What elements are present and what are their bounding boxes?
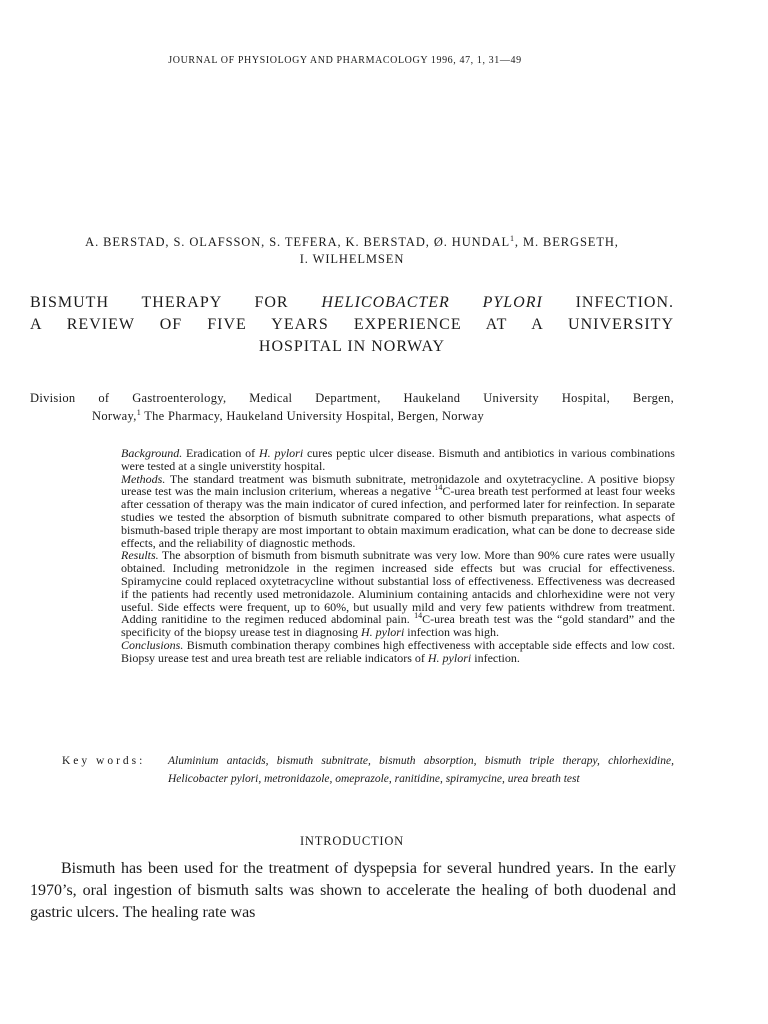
keywords [62, 753, 674, 788]
title-line-2: A REVIEW OF FIVE YEARS EXPERIENCE AT A UNIVERSITY [30, 316, 674, 333]
title-line-3: HOSPITAL IN NORWAY [258, 338, 446, 355]
affiliation-line-2: Norway,$^1$ The Pharmacy, Haukeland University Hospital, Bergen, Norway [92, 407, 485, 423]
abstract-conclusions: Conclusions. Bismuth combination therapy combines high effectiveness with acceptable side effects and low cost. Biopsy urease test and urea breath test are reliable indicators of H. pylori infection. [121, 637, 675, 665]
author-line-1: A. BERSTAD, S. OLAFSSON, S. TEFERA, K. BERSTAD, Ø. HUNDAL$^1$, M. BERGSETH, [85, 233, 619, 249]
journal-header: JOURNAL OF PHYSIOLOGY AND PHARMACOLOGY 1996, 47, 1, 31—49 [168, 55, 522, 66]
author-line-2: I. WILHELMSEN [299, 252, 405, 266]
keywords-text: Aluminium antacids, bismuth subnitrate, bismuth absorption, bismuth triple therapy, chlorhexidine, Helicobacter pylori, metronidazole, omeprazole, ranitidine, spiramycine, urea breath test [168, 755, 674, 785]
article-title [30, 292, 674, 358]
introduction-paragraph: Bismuth has been used for the treatment of dyspepsia for several hundred years. In the early 1970’s, oral ingestion of bismuth salts was shown to accelerate the healing of both duodenal and gastric ulcers. The healing rate was [30, 860, 676, 921]
affiliation-marker: 1 [509, 233, 515, 243]
author-list [30, 234, 674, 268]
section-heading-introduction: INTRODUCTION [299, 834, 405, 848]
affiliation-line-1: Division of Gastroenterology, Medical Department, Haukeland University Hospital, Bergen, [30, 391, 674, 405]
title-line-1: BISMUTH THERAPY FOR HELICOBACTER PYLORI INFECTION. [30, 294, 675, 311]
abstract-results: Results. The absorption of bismuth from bismuth subnitrate was very low. More than 90% cure rates were usually obtained. Including metronidzole in the regimen increased side effects but was crucial for effectiveness. Spiramycine could replaced oxytetracycline without substantial loss of effectiveness. Effectiveness was decreased if the patients had recently used metronidazole. Aluminium containing antacids and chlorhexidine were not very useful. Side effects were frequent, up to 60%, but usually mild and very few patients withdrew from treatment. Adding ranitidine to the regimen reduced abdominal pain. $^{14}$C-urea breath test was the “gold standard” and the specificity of the biopsy urease test in diagnosing H. pylori infection was high. [121, 548, 675, 640]
affiliation [30, 389, 674, 425]
abstract [121, 447, 675, 665]
abstract-methods: Methods. The standard treatment was bismuth subnitrate, metronidazole and oxytetracycline. A positive biopsy urease test was the main inclusion criterium, whereas a negative $^{14}$C-urea breath test performed at least four weeks after cessation of therapy was the main indicator of cured infection, and performed later for reinfection. In separate studies we tested the absorption of bismuth subnitrate compared to other bismuth preparations, what aspects of bismuth-based triple therapy are most important to obtain maximum eradication, what can be done to decrease side effects, and the reliability of diagnostic methods. [121, 471, 675, 550]
abstract-background: Background. Eradication of H. pylori cures peptic ulcer disease. Bismuth and antibiotics in various combinations were tested at a single universtity hospital. [121, 446, 675, 473]
keywords-label: Key words: [62, 755, 146, 767]
